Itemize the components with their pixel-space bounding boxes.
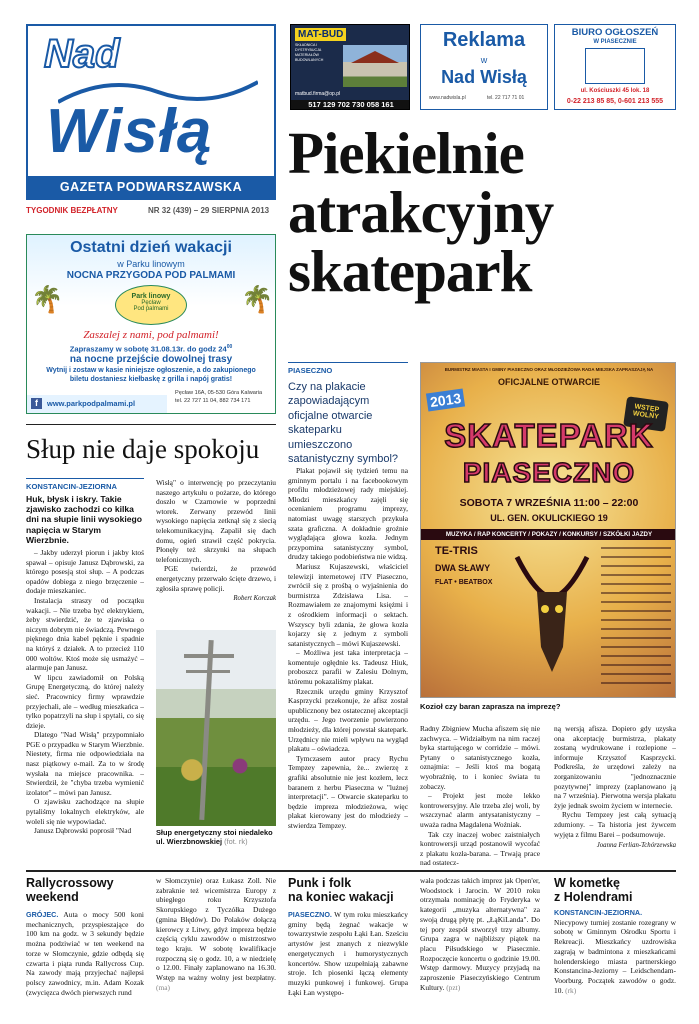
rally-text-2: w Słomczynie) oraz Łukasz Zoll. Nie zabraknie też wicemistrza Europy z ubiegłego roku Krzysztofa Skorupskiego z Tyczółka Dużego (gmina Błędów). Do Polaków dołączą kierowcy z Litwy, gdyż impreza będzie częścią cyklu zawodów o mistrzostwo tego kraju. W sobotę kwalifikacje rozpoczną się o godz. 10, a w niedzielę o 12.00. Finały zaplanowano na 16.30. Wstęp na ważny wolny jest bezpłatny. bbox=[156, 876, 276, 983]
park-www: www.parkpodpalmami.pl bbox=[47, 399, 136, 408]
kometka-head-2: z Holendrami bbox=[554, 890, 633, 904]
poster-lineup-right bbox=[601, 547, 671, 687]
skate-col3 bbox=[554, 724, 676, 851]
park-night: NOCNA PRZYGODA POD PALMAMI bbox=[66, 270, 236, 281]
matbud-email: matbud.firma@op.pl bbox=[295, 91, 341, 97]
park-party: na nocne przejście dowolnej trasy bbox=[69, 354, 233, 365]
park-line2: biletu dostaniesz kiełbaskę z grilla i napój gratis! bbox=[69, 376, 233, 383]
poster-year: 2013 bbox=[426, 389, 465, 412]
slup-top-rule bbox=[26, 424, 276, 425]
park-www-bar[interactable] bbox=[27, 395, 167, 413]
poster-act1: TE-TRIS bbox=[435, 545, 478, 557]
news-rally bbox=[26, 876, 276, 997]
slup-d2: PGE twierdzi, że przewód energetyczny przerwało ścięte drzewo, i zgłosiła sprawę policji. bbox=[156, 564, 276, 593]
park-logo-3: Pod palmami bbox=[133, 306, 169, 312]
punk-head bbox=[288, 876, 408, 904]
reklama-name: Nad Wisłą bbox=[441, 67, 527, 87]
kometka-place: KONSTANCIN-JEZIORNA. bbox=[554, 908, 643, 917]
skate-signature: Joanna Ferlian-Tchórzewska bbox=[596, 842, 676, 850]
kometka-text bbox=[554, 908, 676, 995]
facebook-icon: f bbox=[31, 398, 42, 409]
park-invite-sup: 00 bbox=[226, 344, 233, 350]
slup-col2 bbox=[156, 478, 276, 602]
reklama-site: www.nadwisla.pl bbox=[429, 95, 466, 101]
palm-left-icon: 🌴 bbox=[31, 285, 64, 314]
logo-nad: Nad bbox=[44, 32, 120, 76]
skatepark-poster bbox=[420, 362, 676, 698]
rally-head-1: Rallycrossowy bbox=[26, 876, 114, 890]
punk-place: PIASECZNO. bbox=[288, 910, 332, 919]
pole-caption bbox=[156, 828, 278, 846]
park-sub: w Parku linowym bbox=[117, 259, 185, 269]
house-image bbox=[343, 45, 407, 87]
pole-caption-credit: (fot. rk) bbox=[224, 837, 248, 847]
slup-signature: Robert Korczak bbox=[233, 595, 276, 603]
biuro-address: ul. Kościuszki 45 lok. 18 bbox=[580, 88, 650, 94]
park-ad[interactable] bbox=[26, 234, 276, 414]
matbud-ad[interactable] bbox=[290, 24, 410, 110]
skate-p6: Radny Zbigniew Mucha afiszem się nie zachwyca. – Widziałbym na nim raczej byka startującego w corridzie – mówi. Pytany o satanistycznego kozła, oznajmia: – Jeśli ktoś ma bogatą wyobraźnię, to i koniec świata tu zobaczy. bbox=[420, 724, 540, 791]
park-logo bbox=[115, 285, 187, 325]
reklama-w: w bbox=[480, 55, 488, 65]
skate-p1: Plakat pojawił się tydzień temu na gminnym portalu i na facebookowym profilu młodzieżowej rady miejskiej. Młodzi mieszkańcy zajęli się ocenianiem programu imprezy, natomiast uwagę starszych przykuła szata graficzna. A dokładnie groźnie wyglądająca głowa kozła. Jednym przypomina satanistyczny symbol, drudzy takiego podobieństwa nie widzą. bbox=[288, 466, 408, 562]
poster-top: BURMISTRZ MIASTA I GMINY PIASECZNO ORAZ MŁODZIEŻOWA RADA MIEJSKA ZAPRASZAJĄ NA bbox=[444, 367, 654, 372]
punk-text-col2 bbox=[420, 876, 540, 992]
skate-col2 bbox=[420, 724, 540, 868]
punk-head-1: Punk i folk bbox=[288, 876, 352, 890]
skate-p9: ną wersją afisza. Dopiero gdy uzyska ona akceptację burmistrza, plakaty zostaną wydrukowane i rozlepione – informuje Krzysztof Kasprzycki. Podkreśla, że urzędowi zależy na zorganizowaniu "jednoznacznie pozytywnej" imprezy (zaplanowano ją na 7 września). Pierwotna wersja plakatu żyje jednak swoim życiem w internecie. bbox=[554, 724, 676, 810]
bottom-rule bbox=[26, 870, 676, 872]
slup-p5: O zjawisku zachodzące na słupie pytaliśmy lokalnych elektryków, ale woleli się nie wypowiadać. bbox=[26, 797, 144, 826]
reklama-tel: tel. 22 717 71 01 bbox=[487, 95, 525, 101]
biuro-ad[interactable] bbox=[554, 24, 676, 110]
poster-act3: FLAT • BEATBOX bbox=[435, 579, 493, 586]
kometka-sig: (rk) bbox=[565, 985, 577, 995]
rally-head-2: weekend bbox=[26, 890, 79, 904]
punk-text-col1 bbox=[288, 910, 408, 997]
main-headline bbox=[288, 120, 680, 304]
skate-p10: Rychu Tempzey jest całą sytuacją zdumiony. – Ta historia jest żywcem wyjęta z filmu Barei – podsumowuje. bbox=[554, 810, 676, 839]
skate-p7: – Projekt jest może lekko kontrowersyjny. Ale trzeba zlej woli, by wszczynać alarm antysatanistyczny – uważa radna Magdalena Woźniak. bbox=[420, 791, 540, 829]
kometka-head-1: W kometkę bbox=[554, 876, 620, 890]
main-headline-line2: atrakcyjny bbox=[288, 179, 554, 245]
weekly-label: TYGODNIK BEZPŁATNY bbox=[26, 206, 118, 215]
skate-lead: Czy na plakacie zapowiadającym oficjalne otwarcie skateparku umieszczono satanistyczny symbol? bbox=[288, 381, 399, 466]
poster-caption: Kozioł czy baran zaprasza na imprezę? bbox=[420, 702, 561, 711]
park-line1: Wytnij i zostaw w kasie niniejsze ogłoszenie, a do zakupionego bbox=[46, 367, 256, 374]
biuro-mini-logo bbox=[585, 48, 645, 84]
pole-caption-text: Słup energetyczny stoi niedaleko ul. Wierzbnowskiej bbox=[156, 828, 273, 847]
park-invite-text: Zapraszamy w sobotę 31.08.13r. do godz 24 bbox=[69, 344, 227, 354]
skate-p8: Tak czy inaczej wobec zaistniałych kontrowersji urząd postanowił wycofać z plakatu kozła-barana. – Trwają prace nad ostatecz- bbox=[420, 829, 540, 868]
skate-p3: – Możliwa jest taka interpretacja – komentuje ogłędnie ks. Tadeusz Hiuk, proboszcz parafii w Zalesiu Dolnym, któremu pokazaliśmy plakat. bbox=[288, 648, 408, 687]
punk-text-2: wała podczas takich imprez jak Open'er, Woodstock i Jarocin. W 2010 roku otrzymała nominację do Fryderyka w kategorii „muzyka alternatywna" za swoją drugą płytę pt. „ŁąKiLanda". Do tej pory zespół stworzył trzy albumy. Grupa zagra w najbliższy piątek na placu Piłsudskiego w Piasecznie. Rozpoczęcie koncertu o godzinie 19.00. Wstęp darmowy. Muzycy przyjadą na zaproszenie Piaseczyńskiego Centrum Kultury. bbox=[420, 876, 540, 992]
slup-lead: Huk, błysk i iskry. Takie zjawisko zachodzi co kilka dni na słupie linii wysokiego napięcia w Starym Wierzbnie. bbox=[26, 494, 143, 545]
biuro-title: BIURO OGŁOSZEŃ bbox=[571, 27, 659, 38]
kometka-body: Niecypowy turniej zostanie rozegrany w sobotę w Gminnym Ośrodku Sportu i Rekreacji. Mieszkańcy uzdrowiska zagrają w badmintona z mieszkańcami holenderskiego miasta partnerskiego Konstancina-Jeziorny – Leidschendam-Voorburg. Początek zawodów o godz. 10. bbox=[554, 917, 676, 995]
slup-p6: Janusz Dąbrowski poprosił "Nad bbox=[34, 826, 132, 836]
slup-d1: Wisłą" o interwencję po przeczytaniu naszego artykułu o pożarze, do którego doszło w Czarnowie w poprzedni wtorek. Zerwany przewód linii wysokiego napięcia zetknął się z siecią telekomunikacyjną. Zapalił się dach domu, ogień strawił część pokrycia. Płonęły też skrzynki na słupach telefonicznych. bbox=[156, 478, 276, 564]
logo-subtitle: GAZETA PODWARSZAWSKA bbox=[28, 176, 274, 198]
slup-p1: – Jakby uderzył piorun i jakby ktoś spawał – opisuje Janusz Dąbrowski, za którego posesją stoi słup. – A podczas opadów dobiega z niego brzęczenie – dodaje mieszkaniec. bbox=[26, 548, 144, 596]
park-slogan: Zaszalej z nami, pod palmami! bbox=[83, 329, 219, 341]
reklama-ad[interactable] bbox=[420, 24, 548, 110]
park-logo-1: Park linowy bbox=[131, 293, 171, 300]
poster-address: UL. GEN. OKULICKIEGO 19 bbox=[490, 513, 608, 523]
goat-head-icon bbox=[507, 547, 597, 687]
palm-right-icon: 🌴 bbox=[241, 285, 274, 314]
poster-official: OFICJALNE OTWARCIE bbox=[497, 377, 600, 387]
logo-wave-icon bbox=[58, 74, 258, 108]
rally-text-col2 bbox=[156, 876, 276, 992]
skate-p4: Rzecznik urzędu gminy Krzysztof Kasprzycki przekonuje, że afisz został upublicznony bez ostatecznej akceptacji urzędu. – Jego tworzenie powierzono młodzieży, dla której powstał skatepark. Urzędnicy nie mieli wpływu na wygląd plakatu – oświadcza. bbox=[288, 686, 408, 754]
slup-col1 bbox=[26, 494, 144, 836]
park-title: Ostatni dzień wakacji bbox=[70, 239, 232, 256]
pole-photo bbox=[156, 630, 276, 826]
masthead-logo bbox=[26, 24, 276, 200]
skate-section: PIASECZNO bbox=[288, 362, 408, 375]
park-logo-2: Pęcław bbox=[141, 300, 161, 306]
rally-text: Auta o mocy 500 koni mechanicznych, przyspieszające do 100 km na godz. w 3 sekundy będzie można podziwiać w ten weekend na torze w Słomczynie, gdzie odbędą się czwarta i piąta runda Rallycross Cup. Na zawody mają przyjechać najlepsi polscy zawodnicy, m.in. Adam Kozak (zwycięzca dwóch pierwszych rund bbox=[26, 910, 144, 997]
slup-p3: W lipcu zawiadomił on Polską Grupę Energetyczną, do której należy sieć. Pracownicy firmy wprawdzie przyjechali, ale – według mieszkańca – tylko popatrzyli na słup i spytali, co się dzieje. bbox=[26, 672, 144, 730]
poster-program: MUZYKA / RAP KONCERTY / POKAZY / KONKURSY / SZKÓŁKI JAZDY bbox=[421, 529, 676, 540]
poster-sky2: PIASECZNO bbox=[462, 457, 636, 488]
poster-free: WSTĘP WOLNY bbox=[623, 396, 669, 432]
logo-wisla: Wisłą bbox=[46, 97, 213, 166]
park-invite bbox=[27, 344, 275, 354]
kometka-head bbox=[554, 876, 676, 904]
slup-p2: Instalacja straszy od początku wakacji. – Nie trzeba być elektrykiem, żeby stwierdzić, że te zjawiska o niczym dobrym nie świadczą. Pewnego pięknego dnia kabel pęknie i spadnie na któryś z działek. A to przecież 110 000 woltów. Ktoś może się usmażyć – alarmuje pan Janusz. bbox=[26, 595, 144, 673]
main-headline-line3: skatepark bbox=[288, 238, 532, 304]
skate-p5: Tymczasem autor pracy Rychu Tempzey zapewnia, że... zwierzę z grafiki absolutnie nie jest kozłem, lecz baranem z herbu Piaseczna w "lużnej interpretacji". – Otwarcie skateparku to będzie impreza młodzieżowa, więc plakat kierowany jest do młodzieży – stwierdza Tempzey. bbox=[288, 753, 408, 830]
skate-col1 bbox=[288, 466, 408, 831]
park-tel: tel. 22 727 11 04, 882 734 171 bbox=[175, 398, 251, 404]
slup-headline: Słup nie daje spokoju bbox=[26, 434, 260, 464]
slup-section: KONSTANCIN-JEZIORNA bbox=[26, 478, 144, 491]
matbud-phones: 517 129 702 730 058 161 bbox=[291, 100, 410, 109]
matbud-name: MAT-BUD bbox=[295, 28, 346, 41]
poster-act2: DWA SŁAWY bbox=[435, 563, 491, 573]
skate-p2: Mariusz Kujaszewski, właściciel telewizji internetowej iTV Piaseczno, zwrócił się z prośbą o wyjaśnienia do burmistrza Zdzisława Lisa. – Rozmawiałem ze znajomymi księżmi i z ośrodkiem informacji o sektach. Wszyscy byli zdania, że głowa kozła kojarzy się z jednym z symboli satanistycznych – mówi Kujaszewski. bbox=[288, 561, 408, 648]
main-headline-line1: Piekielnie bbox=[288, 120, 524, 186]
park-addr: Pęcław 16A, 05-530 Góra Kalwaria bbox=[175, 390, 263, 396]
issue-label: NR 32 (439) – 29 SIERPNIA 2013 bbox=[148, 206, 270, 215]
punk-text: W tym roku mieszkańcy gminy będą żegnać wakacje w towarzystwie zespołu Łąki Łan. Sześciu artystów jest znanych z niezwykle energetycznych i humorystycznych koncertów. Show uzupełniają zabawne stroje. Ich piosenki łączą elementy muzyki punkowej i funkowej. Grupa Łąki Łan występo- bbox=[288, 910, 408, 997]
rally-place: GRÓJEC. bbox=[26, 910, 59, 919]
rally-text-col1 bbox=[26, 910, 144, 997]
rally-head bbox=[26, 876, 144, 904]
rally-sig: (ma) bbox=[156, 982, 170, 992]
punk-sig: (pzt) bbox=[446, 982, 461, 992]
news-punk bbox=[288, 876, 540, 997]
poster-date: SOBOTA 7 WRZEŚNIA 11:00 – 22:00 bbox=[459, 497, 639, 509]
biuro-phones: 0-22 213 85 85, 0-601 213 555 bbox=[566, 98, 664, 105]
matbud-line: SKŁADNICA I DYSTRYBUCJA MATERIAŁÓW BUDOWLANYCH bbox=[295, 43, 324, 62]
biuro-city: W PIASECZNIE bbox=[593, 39, 637, 45]
reklama-title: Reklama bbox=[442, 29, 526, 51]
poster-sky1: SKATEPARK bbox=[444, 417, 654, 454]
slup-p4: Dlatego "Nad Wisłą" przypomniało PGE o przypadku w Starym Wierzbnie. Niestety, firma nie odpowiedziała na nasz piątkowy e-mail. Za to w środę wysłała na miejsce pracownika. – Stwierdził, że "chyba trzeba wymienić izolator" – mówi pan Janusz. bbox=[26, 730, 144, 797]
news-kometka bbox=[554, 876, 676, 995]
punk-head-2: na koniec wakacji bbox=[288, 890, 394, 904]
